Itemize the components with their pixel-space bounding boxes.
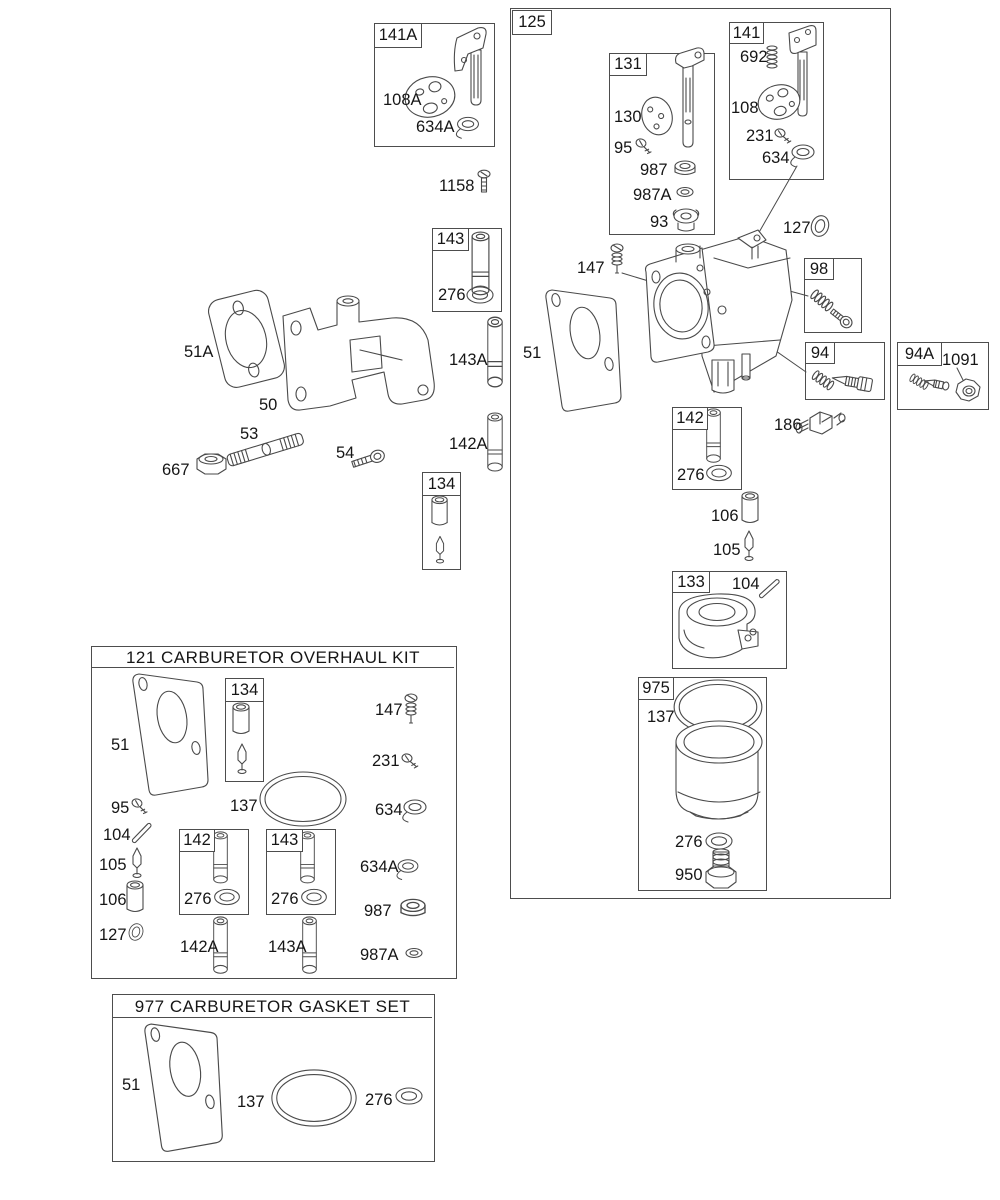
box-tag-131: 131 — [609, 53, 647, 76]
box-tag-141: 141 — [729, 22, 764, 44]
part-label-142a-121: 142A — [180, 938, 219, 956]
tube-143a-drawing — [488, 317, 502, 387]
washer-987a-121-drawing — [406, 949, 422, 958]
part-label-987a-131: 987A — [633, 186, 672, 204]
seal-634a-121-drawing — [397, 860, 418, 880]
oring-127-drawing — [809, 213, 832, 238]
seal-634a-drawing — [456, 117, 478, 138]
kit-977-title: 977 CARBURETOR GASKET SET — [113, 995, 432, 1018]
part-label-1091: 1091 — [942, 351, 979, 369]
box-tag-133: 133 — [672, 571, 710, 593]
part-label-93: 93 — [650, 213, 669, 231]
bushing-987-121-drawing — [401, 899, 425, 915]
box-tag-94A: 94A — [897, 342, 942, 366]
seat-106-121-drawing — [127, 881, 143, 912]
tube-143-drawing — [472, 232, 489, 295]
carburetor-body-drawing — [646, 230, 793, 393]
needle-134-drawing — [436, 536, 443, 563]
part-label-667: 667 — [162, 461, 190, 479]
kit-121-title: 121 CARBURETOR OVERHAUL KIT — [92, 647, 454, 668]
part-label-127-125: 127 — [783, 219, 811, 237]
oring-276-142-kit-drawing — [215, 889, 240, 904]
part-label-987-131: 987 — [640, 161, 668, 179]
stud-53-drawing — [226, 432, 304, 466]
part-label-137-121: 137 — [230, 797, 258, 815]
screw-95-131-drawing — [634, 138, 654, 154]
part-label-276-142-main: 276 — [677, 466, 705, 484]
box-tag-143-mid: 143 — [432, 228, 469, 251]
elbow-186-drawing — [796, 412, 845, 434]
box-tag-141A: 141A — [374, 23, 422, 48]
part-label-231-141: 231 — [746, 127, 774, 145]
screw-147-drawing — [611, 244, 623, 273]
part-label-51a: 51A — [184, 343, 214, 361]
part-label-143a-mid: 143A — [449, 351, 488, 369]
bowl-gasket-137-977-drawing — [272, 1070, 356, 1126]
spring-98-drawing — [810, 289, 834, 312]
seal-634-drawing — [791, 145, 814, 167]
part-label-276-142-kit: 276 — [184, 890, 212, 908]
part-label-108: 108 — [731, 99, 759, 117]
choke-plate-108-drawing — [755, 80, 804, 123]
bowl-bolt-950-drawing — [706, 849, 736, 888]
oring-276-142-drawing — [707, 465, 732, 480]
part-label-137-977: 137 — [237, 1093, 265, 1111]
bushing-987-drawing — [675, 161, 695, 175]
part-label-276-975: 276 — [675, 833, 703, 851]
part-label-130: 130 — [614, 108, 642, 126]
part-label-276-143-mid: 276 — [438, 286, 466, 304]
part-label-95-131: 95 — [614, 139, 633, 157]
part-label-1158: 1158 — [439, 177, 475, 195]
box-tag-143-kit: 143 — [266, 829, 303, 852]
part-label-137-975: 137 — [647, 708, 675, 726]
screw-147-121-drawing — [405, 694, 417, 723]
part-label-147-121: 147 — [375, 701, 403, 719]
spring-692-drawing — [767, 46, 777, 68]
part-label-53: 53 — [240, 425, 259, 443]
part-label-692: 692 — [740, 48, 768, 66]
tube-142-kit-drawing — [214, 832, 228, 883]
box-tag-142-kit: 142 — [179, 829, 215, 852]
seal-634-121-drawing — [403, 800, 426, 822]
gasket-51-977-drawing — [145, 1024, 222, 1151]
screw-54-drawing — [351, 448, 386, 470]
oring-276-143-kit-drawing — [302, 889, 327, 904]
screw-95-121-drawing — [130, 798, 150, 814]
needle-105-drawing — [745, 531, 753, 561]
oring-276-977-drawing — [396, 1088, 422, 1104]
box-tag-98: 98 — [804, 258, 834, 280]
part-label-104-133: 104 — [732, 575, 760, 593]
part-label-231-121: 231 — [372, 752, 400, 770]
part-label-127-121: 127 — [99, 926, 127, 944]
part-label-50: 50 — [259, 396, 278, 414]
part-label-147-125: 147 — [577, 259, 605, 277]
washer-987a-drawing — [677, 188, 693, 197]
float-133-drawing — [679, 594, 758, 658]
part-label-106-121: 106 — [99, 891, 127, 909]
part-label-105-125: 105 — [713, 541, 741, 559]
part-label-104-121: 104 — [103, 826, 131, 844]
intake-elbow-50-drawing — [283, 296, 434, 410]
box-tag-134-kit: 134 — [225, 678, 264, 702]
gasket-51a-drawing — [206, 288, 287, 390]
gasket-51-121-drawing — [133, 674, 208, 795]
needle-valve-1091-drawing — [923, 378, 980, 401]
pin-104-121-drawing — [132, 823, 152, 844]
part-label-105-121: 105 — [99, 856, 127, 874]
part-label-276-977: 276 — [365, 1091, 393, 1109]
part-label-142a-mid: 142A — [449, 435, 488, 453]
box-tag-975: 975 — [638, 677, 674, 700]
fuel-bowl-975-drawing — [676, 721, 762, 819]
part-label-51-125: 51 — [523, 344, 542, 362]
box-tag-142-main: 142 — [672, 407, 708, 430]
part-label-106-125: 106 — [711, 507, 739, 525]
pin-104-drawing — [759, 579, 780, 599]
part-label-95-121: 95 — [111, 799, 130, 817]
needle-134-kit-drawing — [238, 744, 246, 774]
part-label-108a: 108A — [383, 91, 422, 109]
part-label-987a-121: 987A — [360, 946, 399, 964]
nut-667-drawing — [197, 454, 226, 474]
box-tag-134-mid: 134 — [422, 472, 461, 496]
needle-valve-94-drawing — [831, 372, 873, 392]
gasket-51-125-drawing — [546, 290, 621, 411]
screw-231-121-drawing — [401, 753, 420, 768]
part-label-186: 186 — [774, 416, 802, 434]
choke-link-141a-drawing — [454, 28, 486, 105]
screw-1158-drawing — [478, 170, 490, 192]
spring-94-drawing — [811, 370, 835, 391]
throttle-plate-130-drawing — [638, 94, 676, 138]
oring-127-121-drawing — [127, 922, 145, 942]
part-label-987-121: 987 — [364, 902, 392, 920]
needle-105-121-drawing — [133, 848, 141, 878]
tube-142-drawing — [707, 409, 721, 462]
box-tag-94: 94 — [805, 342, 835, 364]
part-label-634-121: 634 — [375, 801, 403, 819]
oring-276-975-drawing — [706, 833, 732, 849]
part-label-276-143-kit: 276 — [271, 890, 299, 908]
part-label-950: 950 — [675, 866, 703, 884]
part-label-634a-141a: 634A — [416, 118, 455, 136]
part-label-143a-121: 143A — [268, 938, 307, 956]
part-label-634-141: 634 — [762, 149, 790, 167]
cap-93-drawing — [673, 209, 698, 231]
box-tag-125: 125 — [512, 10, 552, 35]
part-label-51-121: 51 — [111, 736, 130, 754]
screw-98-drawing — [829, 307, 855, 330]
part-label-51-977: 51 — [122, 1076, 141, 1094]
bowl-gasket-137-121-drawing — [260, 772, 346, 826]
seat-134-drawing — [432, 496, 447, 525]
throttle-shaft-131-drawing — [676, 48, 704, 147]
tube-142a-drawing — [488, 413, 502, 471]
screw-231-141-drawing — [774, 128, 793, 143]
seat-134-kit-drawing — [233, 703, 249, 734]
part-label-634a-121: 634A — [360, 858, 399, 876]
part-label-54: 54 — [336, 444, 355, 462]
seat-106-drawing — [742, 492, 758, 523]
